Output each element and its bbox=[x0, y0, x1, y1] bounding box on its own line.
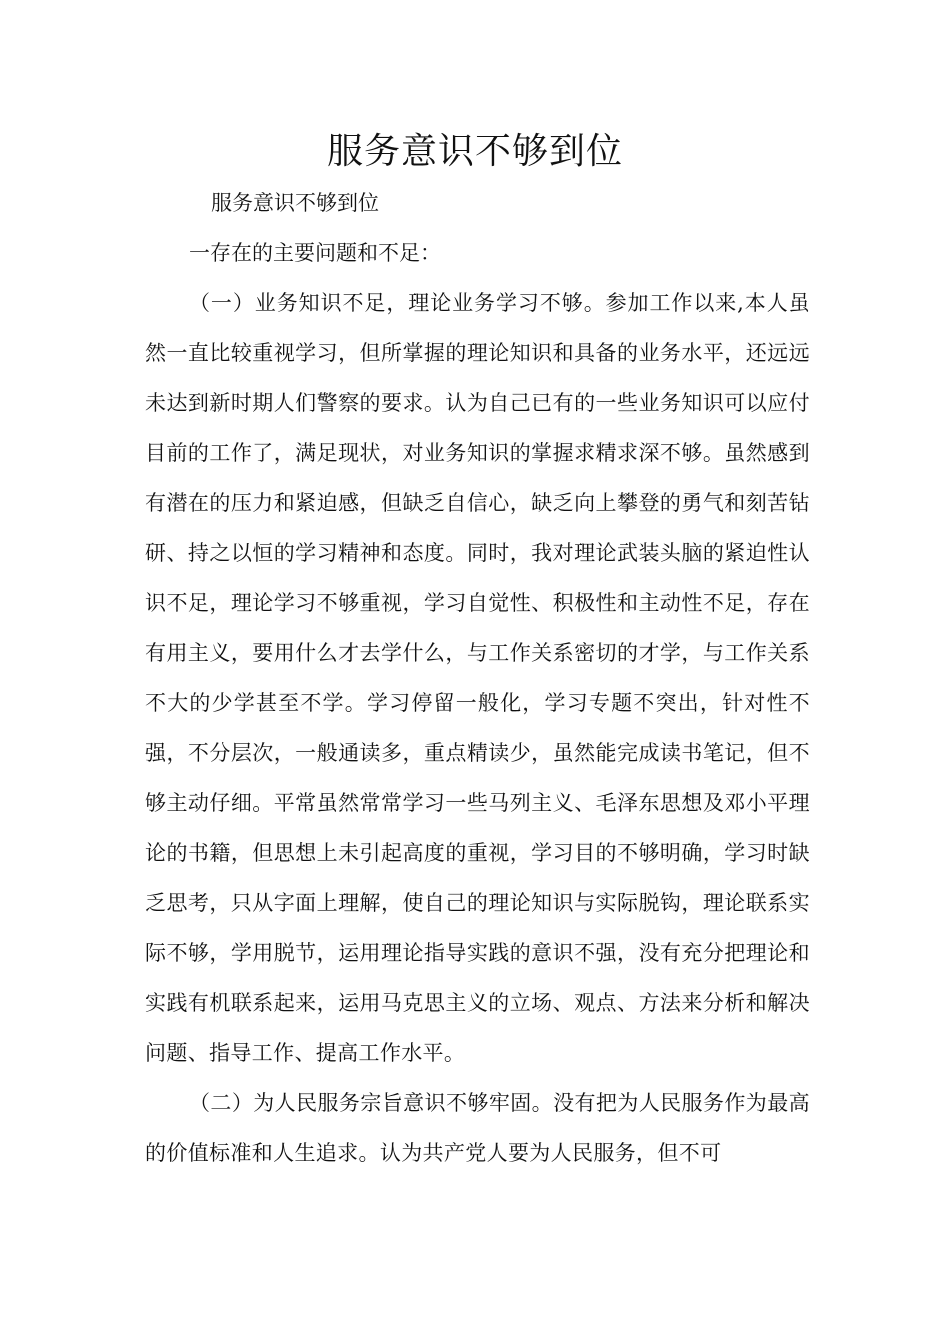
document-title: 服务意识不够到位 bbox=[326, 131, 623, 172]
paragraph-1: （一）业务知识不足，理论业务学习不够。参加工作以来,本人虽然一直比较重视学习，但所掌握的理论知识和具备的业务水平，还远远未达到新时期人们警察的要求。认为自己已有的一些业务知识可以应付目前的工作了，满足现状，对业务知识的掌握求精求深不够。虽然感到有潜在的压力和紧迫感，但缺乏自信心，缺乏向上攀登的勇气和刻苦钻研、持之以恒的学习精神和态度。同时，我对理论武装头脑的紧迫性认识不足，理论学习不够重视，学习自觉性、积极性和主动性不足，存在有用主义，要用什么才去学什么，与工作关系密切的才学，与工作关系不大的少学甚至不学。学习停留一般化，学习专题不突出，针对性不强，不分层次，一般通读多，重点精读少，虽然能完成读书笔记，但不够主动仔细。平常虽然常常学习一些马列主义、毛泽东思想及邓小平理论的书籍，但思想上未引起高度的重视，学习目的不够明确，学习时缺乏思考，只从字面上理解，使自己的理论知识与实际脱钩，理论联系实际不够，学用脱节，运用理论指导实践的意识不强，没有充分把理论和实践有机联系起来，运用马克思主义的立场、观点、方法来分析和解决问题、指导工作、提高工作水平。 bbox=[145, 291, 810, 1065]
document-body bbox=[145, 178, 810, 1178]
document-subtitle: 服务意识不够到位 bbox=[211, 191, 379, 215]
paragraph-2: （二）为人民服务宗旨意识不够牢固。没有把为人民服务作为最高的价值标准和人生追求。认为共产党人要为人民服务，但不可 bbox=[145, 1091, 810, 1165]
section-heading: 一存在的主要问题和不足： bbox=[189, 241, 441, 265]
